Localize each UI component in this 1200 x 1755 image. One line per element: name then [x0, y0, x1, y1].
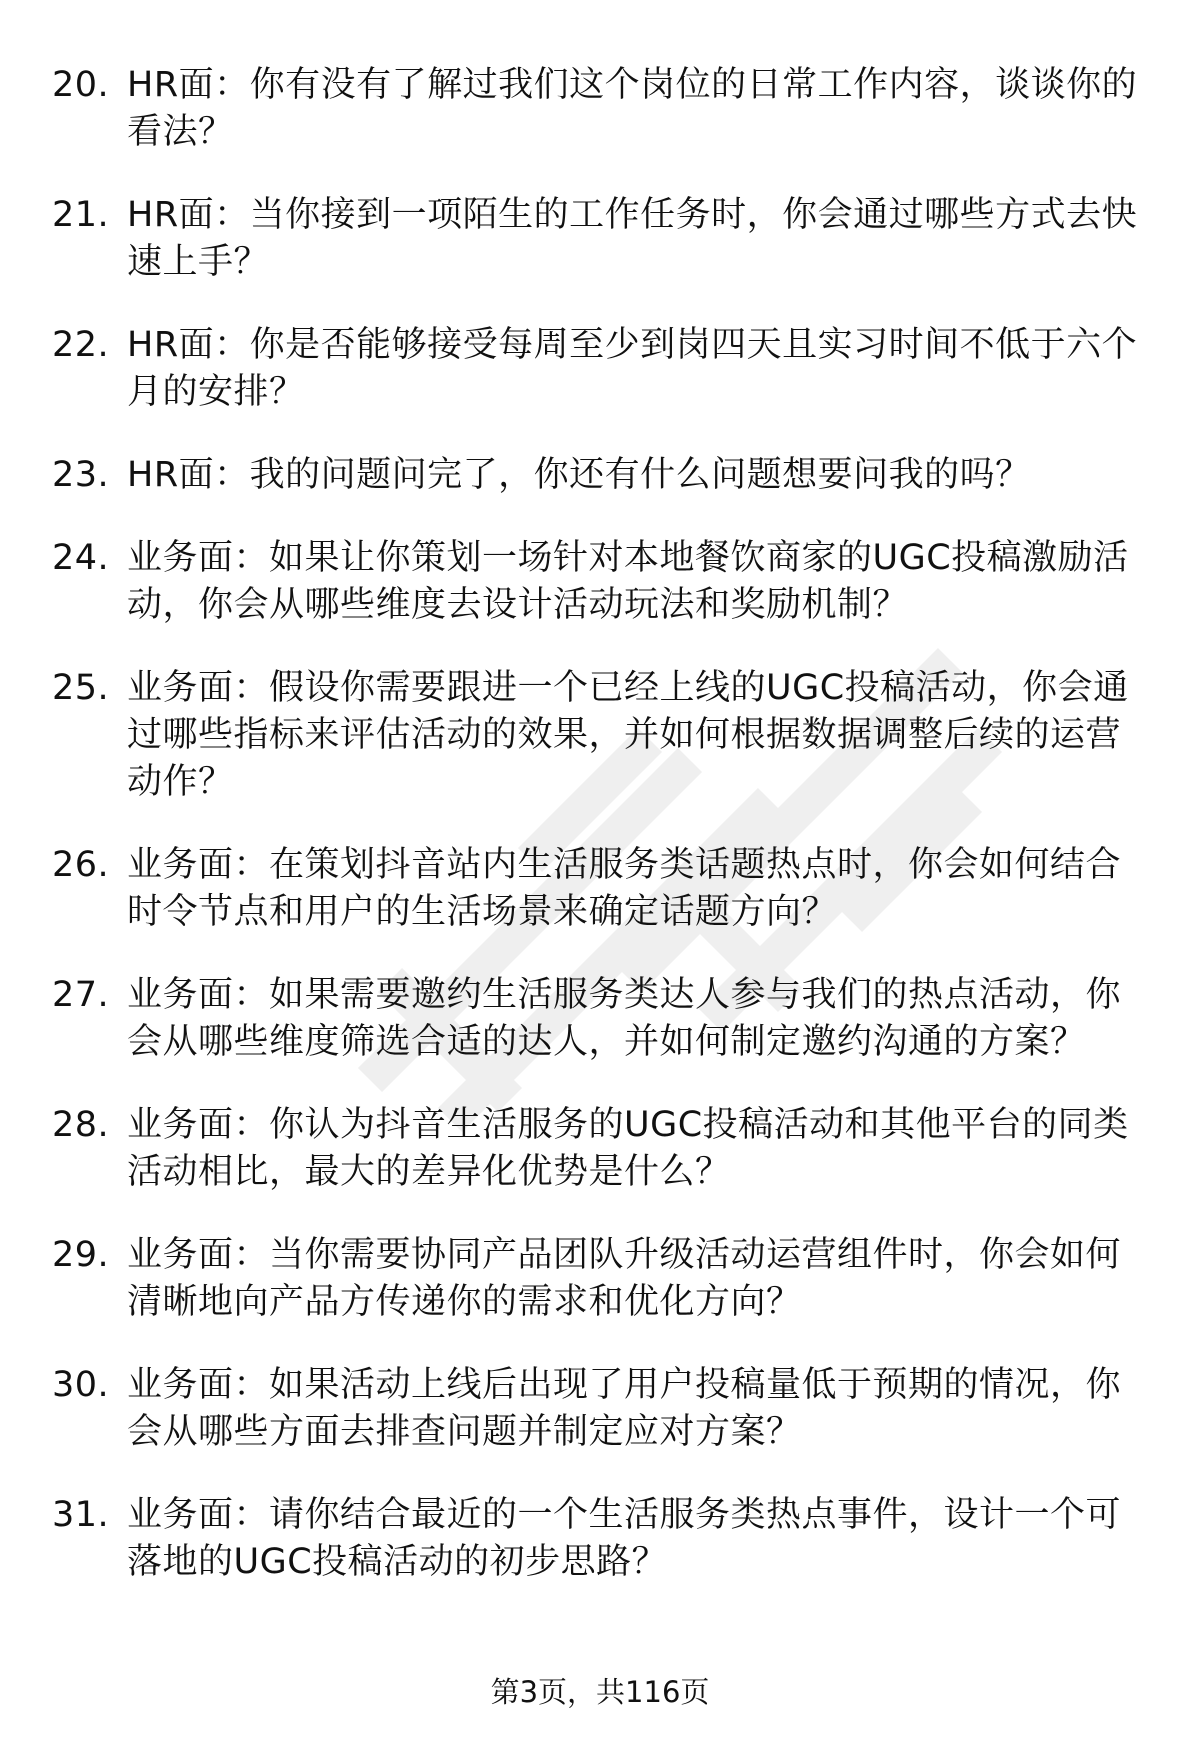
question-text: 业务面：当你需要协同产品团队升级活动运营组件时，你会如何清晰地向产品方传递你的需求和优化方向？	[127, 1235, 1122, 1322]
question-text: HR面：当你接到一项陌生的工作任务时，你会通过哪些方式去快速上手？	[127, 195, 1138, 282]
question-text: 业务面：你认为抖音生活服务的UGC投稿活动和其他平台的同类活动相比，最大的差异化优势是什么？	[127, 1105, 1129, 1192]
question-item	[52, 1232, 1152, 1326]
question-number: 31.	[52, 1495, 110, 1535]
question-item	[52, 1102, 1152, 1196]
question-item	[52, 1362, 1152, 1456]
question-text: HR面：我的问题问完了，你还有什么问题想要问我的吗？	[127, 455, 1031, 495]
question-text: 业务面：假设你需要跟进一个已经上线的UGC投稿活动，你会通过哪些指标来评估活动的效果，并如何根据数据调整后续的运营动作？	[127, 668, 1129, 802]
page-number-footer: 第3页，共116页	[490, 1675, 710, 1709]
question-number: 28.	[52, 1105, 110, 1145]
question-number: 25.	[52, 668, 110, 708]
question-item	[52, 1492, 1152, 1586]
question-number: 30.	[52, 1365, 110, 1405]
question-item	[52, 842, 1152, 936]
question-text: 业务面：如果需要邀约生活服务类达人参与我们的热点活动，你会从哪些维度筛选合适的达人，并如何制定邀约沟通的方案？	[127, 975, 1122, 1062]
question-item	[52, 665, 1152, 806]
question-item	[52, 972, 1152, 1066]
question-text: HR面：你有没有了解过我们这个岗位的日常工作内容，谈谈你的看法？	[127, 65, 1138, 152]
question-text: HR面：你是否能够接受每周至少到岗四天且实习时间不低于六个月的安排？	[127, 325, 1138, 412]
question-item	[52, 322, 1152, 416]
question-item	[52, 62, 1152, 156]
question-text: 业务面：如果让你策划一场针对本地餐饮商家的UGC投稿激励活动，你会从哪些维度去设计活动玩法和奖励机制？	[127, 538, 1129, 625]
question-number: 23.	[52, 455, 110, 495]
question-number: 27.	[52, 975, 110, 1015]
question-item	[52, 535, 1152, 629]
question-number: 26.	[52, 845, 110, 885]
question-number: 24.	[52, 538, 110, 578]
question-number: 22.	[52, 325, 110, 365]
question-text: 业务面：在策划抖音站内生活服务类话题热点时，你会如何结合时令节点和用户的生活场景来确定话题方向？	[127, 845, 1122, 932]
question-number: 20.	[52, 65, 110, 105]
question-text: 业务面：请你结合最近的一个生活服务类热点事件，设计一个可落地的UGC投稿活动的初步思路？	[127, 1495, 1122, 1582]
question-item	[52, 452, 1152, 499]
question-text: 业务面：如果活动上线后出现了用户投稿量低于预期的情况，你会从哪些方面去排查问题并制定应对方案？	[127, 1365, 1122, 1452]
question-item	[52, 192, 1152, 286]
question-list	[52, 62, 1152, 1586]
question-number: 21.	[52, 195, 110, 235]
question-number: 29.	[52, 1235, 110, 1275]
